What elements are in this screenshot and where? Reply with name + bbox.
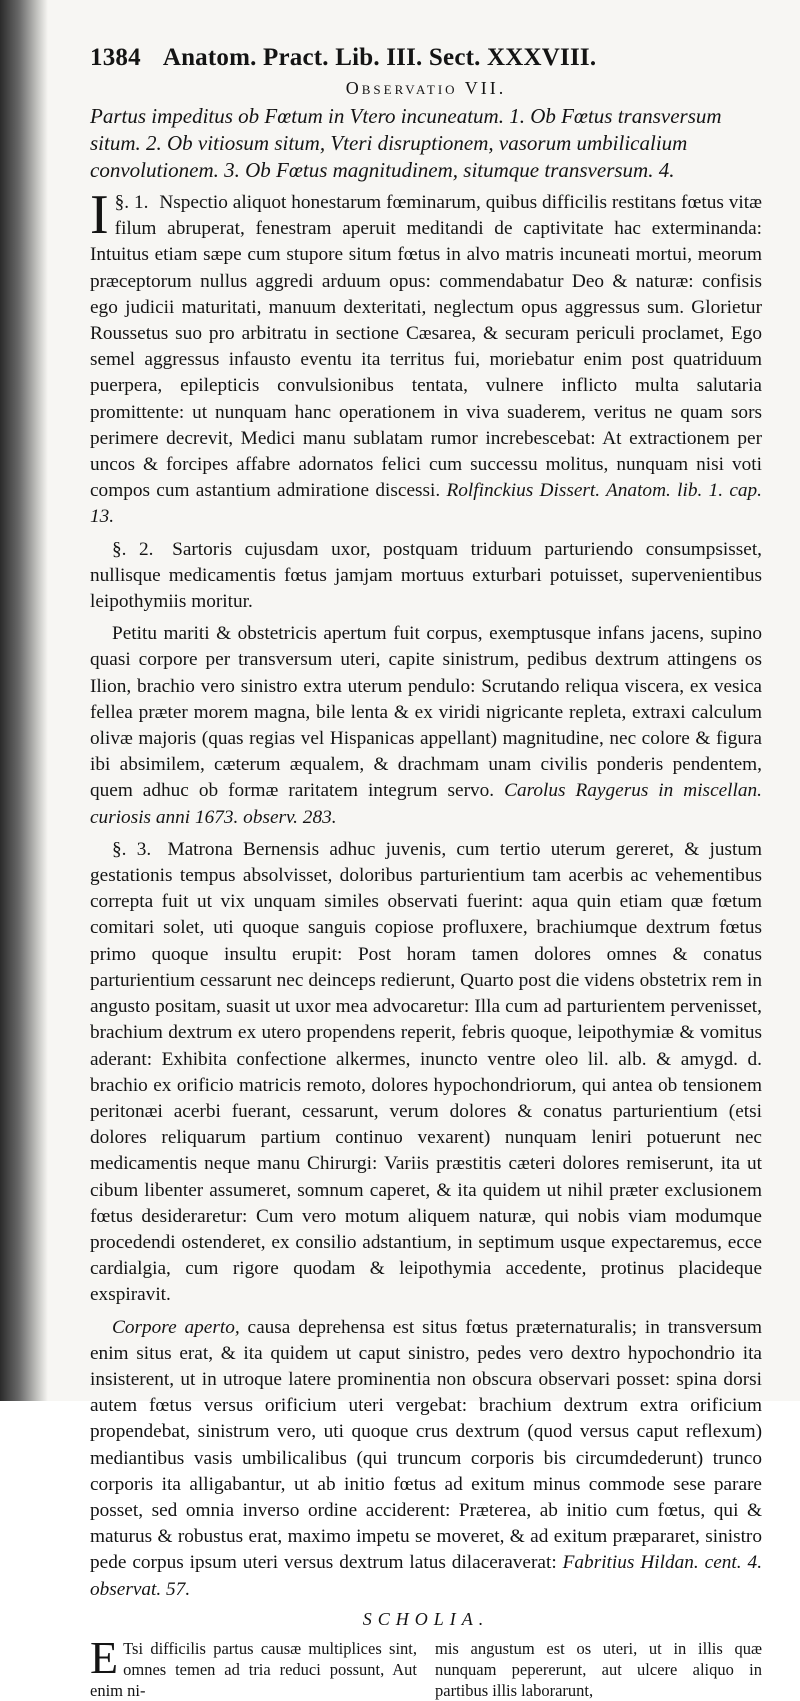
paragraph-text: Sartoris cujusdam uxor, postquam triduum parturiendo consumpsisset, nullisque medicamentis fœtus jamjam mortuus exturbari potuisset, supervenientibus leipothymiis moritur. xyxy=(90,538,763,613)
paragraph-section-2 xyxy=(90,537,762,616)
observation-title: Observatio VII. xyxy=(345,78,507,98)
paragraph-section-2-continued xyxy=(90,621,762,831)
section-mark: §. 1. xyxy=(114,192,149,213)
running-head xyxy=(90,44,762,72)
binding-gutter-shadow xyxy=(0,0,48,1401)
section-mark: §. 3. xyxy=(112,838,152,860)
observation-summary: Partus impeditus ob Fœtum in Vtero incuneatum. 1. Ob Fœtus transversum situm. 2. Ob vitiosum situm, Vteri disruptionem, vasorum umbilicalium convolutionem. 3. Ob Fœtus magnitudinem, situmque transversum. 4. xyxy=(90,104,722,182)
citation: Carolus Raygerus in miscellan. curiosis anni 1673. observ. 283. xyxy=(90,780,762,828)
paragraph-text: Petitu mariti & obstetricis apertum fuit corpus, exemptusque infans jacens, supino quasi corpore per transversum uteri, capite sinistrum, pedibus dextrum attingens os Ilion, brachio vero sinistro extra uterum pendulo: Scrutando reliqua viscera, ex vesica fellea præter morem magna, bile lenta & ex viridi nigricante repleta, extraxi calculum olivæ majoris (quas regias vel Hispanicas appellant) magnitudine, nec colore & figura ibi absimilem, cæterum æqualem, & drachmam unam civilis ponderis pendentem, quem adhuc ob formæ raritatem integrum servo. xyxy=(90,623,762,802)
citation: Fabritius Hildan. cent. 4. observat. 57. xyxy=(90,1552,763,1600)
scholia-left-text: Tsi difficilis partus causæ multiplices sint, omnes temen ad tria reduci possunt, Aut enim ni- xyxy=(90,1638,417,1700)
lead-phrase: Corpore aperto, xyxy=(112,1316,240,1338)
running-title: Anatom. Pract. Lib. III. Sect. XXXVIII. xyxy=(162,44,597,71)
paragraph-text: causa deprehensa est situs fœtus præternaturalis; in transversum enim situs erat, & ita quidem ut caput sinistro, pedes vero dextro hypochondrio ita insisterent, ut in utroque latere prominentia non obscura observari posset: spina dorsi autem fœtus versus orificium uteri vergebat: brachium dextrum extra orificium propendebat, sinistrum vero, uti quoque crus dextrum (quod versus caput reflexum) mediantibus vasis umbilicalibus (qui truncum corporis bis circumdederunt) trunco corporis ita alligabantur, ut ab initio fœtus ad exitum minus commode sese parare posset, sed omnia inverso ordine acciderent: Præterea, ab initio cum fœtus, qui & maturus & robustus erat, maximo impetu se moveret, & ad exitum præpararet, sinistro pede corpus ipsum uteri versus dextrum latus dilaceraverat: xyxy=(90,1316,762,1574)
paragraph-text: Nspectio aliquot honestarum fœminarum, quibus difficilis restitans fœtus vitæ filum abruperat, fenestram aperuit meditandi de captivitate hac exterminanda: Intuitus etiam sæpe cum stupore situm fœtus in alvo matris incuneati mortui, meorum præceptorum nullus aggredi arduum opus: commendabatur Deo & naturæ: confisis ego judicii maturitati, manuum dexteritati, neglectum opus aggressus sum. Glorietur Roussetus suo pro arbitratu in sectione Cæsarea, & securam periculi proclamet, Ego semel aggressus infausto eventu ita territus fui, moriebatur enim post quatriduum puerpera, epilepticis convulsionibus tentata, vulnere inflicto multa salutaria promittente: ut nunquam hanc operationem in viva suaderem, veritus ne quam sors perimere decrevit, Medici manu sublatam rumor increbescebat: At extractionem per uncos & forcipes affabre adornatos felici cum successu molitus, nunquam nisi voti compos cum astantium admiratione discessi. xyxy=(90,192,762,502)
paragraph-section-3-continued xyxy=(90,1315,762,1603)
drop-cap: I xyxy=(90,184,109,246)
main-text xyxy=(90,184,763,1603)
citation: Rolfinckius Dissert. Anatom. lib. 1. cap. 13. xyxy=(90,480,762,528)
section-mark: §. 2. xyxy=(112,538,154,560)
scholia-title: SCHOLIA. xyxy=(362,1608,490,1629)
scholia-left-column xyxy=(90,1631,417,1701)
paragraph-section-1 xyxy=(90,184,762,531)
scholia-right-text: mis angustum est os uteri, ut in illis quæ nunquam pepererunt, aut ulcere aliquo in partibus illis laborarunt, xyxy=(435,1638,762,1700)
paragraph-section-3 xyxy=(90,837,762,1309)
drop-cap: E xyxy=(90,1631,119,1683)
scholia-right-column xyxy=(435,1638,762,1701)
paragraph-text: Matrona Bernensis adhuc juvenis, cum tertio uterum gereret, & justum gestationis tempus absolvisset, doloribus parturientium tam acerbis ac vehementibus correpta fuit ut vix unquam similes observati fuerint: aqua quin etiam quæ fœtum comitari solet, uti quoque sanguis copiose profluxere, brachiumque dextrum fœtus primo quoque insultu erupit: Post horam tamen dolores omnes & conatus parturientium cessarunt nec deinceps redierunt, Quarto post die videns obstetrix rem in angusto positam, suasit ut uxor mea advocaretur: Illa cum ad parturientem pervenisset, brachium dextrum ex utero propendens reperit, febris quoque, leipothymiæ & vomitus aderant: Exhibita confectione alkermes, inuncto ventre oleo lil. alb. & amygd. d. brachio ex orificio matricis remoto, dolores hypochondriorum, qui antea ob tensionem peritonæi acerbi fuerant, cessarunt, verum dolores & conatus parturientium (etsi dolores reliquarum partium continuo vexarent) nunquam leniri potuerunt nec medicamentis neque manu Chirurgi: Variis præstitis cæteri dolores remiserunt, ita ut cibum libenter assumeret, somnum caperet, & ita quidem ut nihil præter exclusionem fœtus desideraretur: Cum vero motum aliquem naturæ, qui nobis viam modumque procedendi ostenderet, ex consilio adstantium, in septimum usque expectaremus, ecce cardialgia, cum rigore quodam & leipothymia accedente, protinus placideque exspiravit. xyxy=(90,838,762,1306)
page-number: 1384 xyxy=(90,44,141,71)
scholia-columns xyxy=(90,1631,762,1701)
